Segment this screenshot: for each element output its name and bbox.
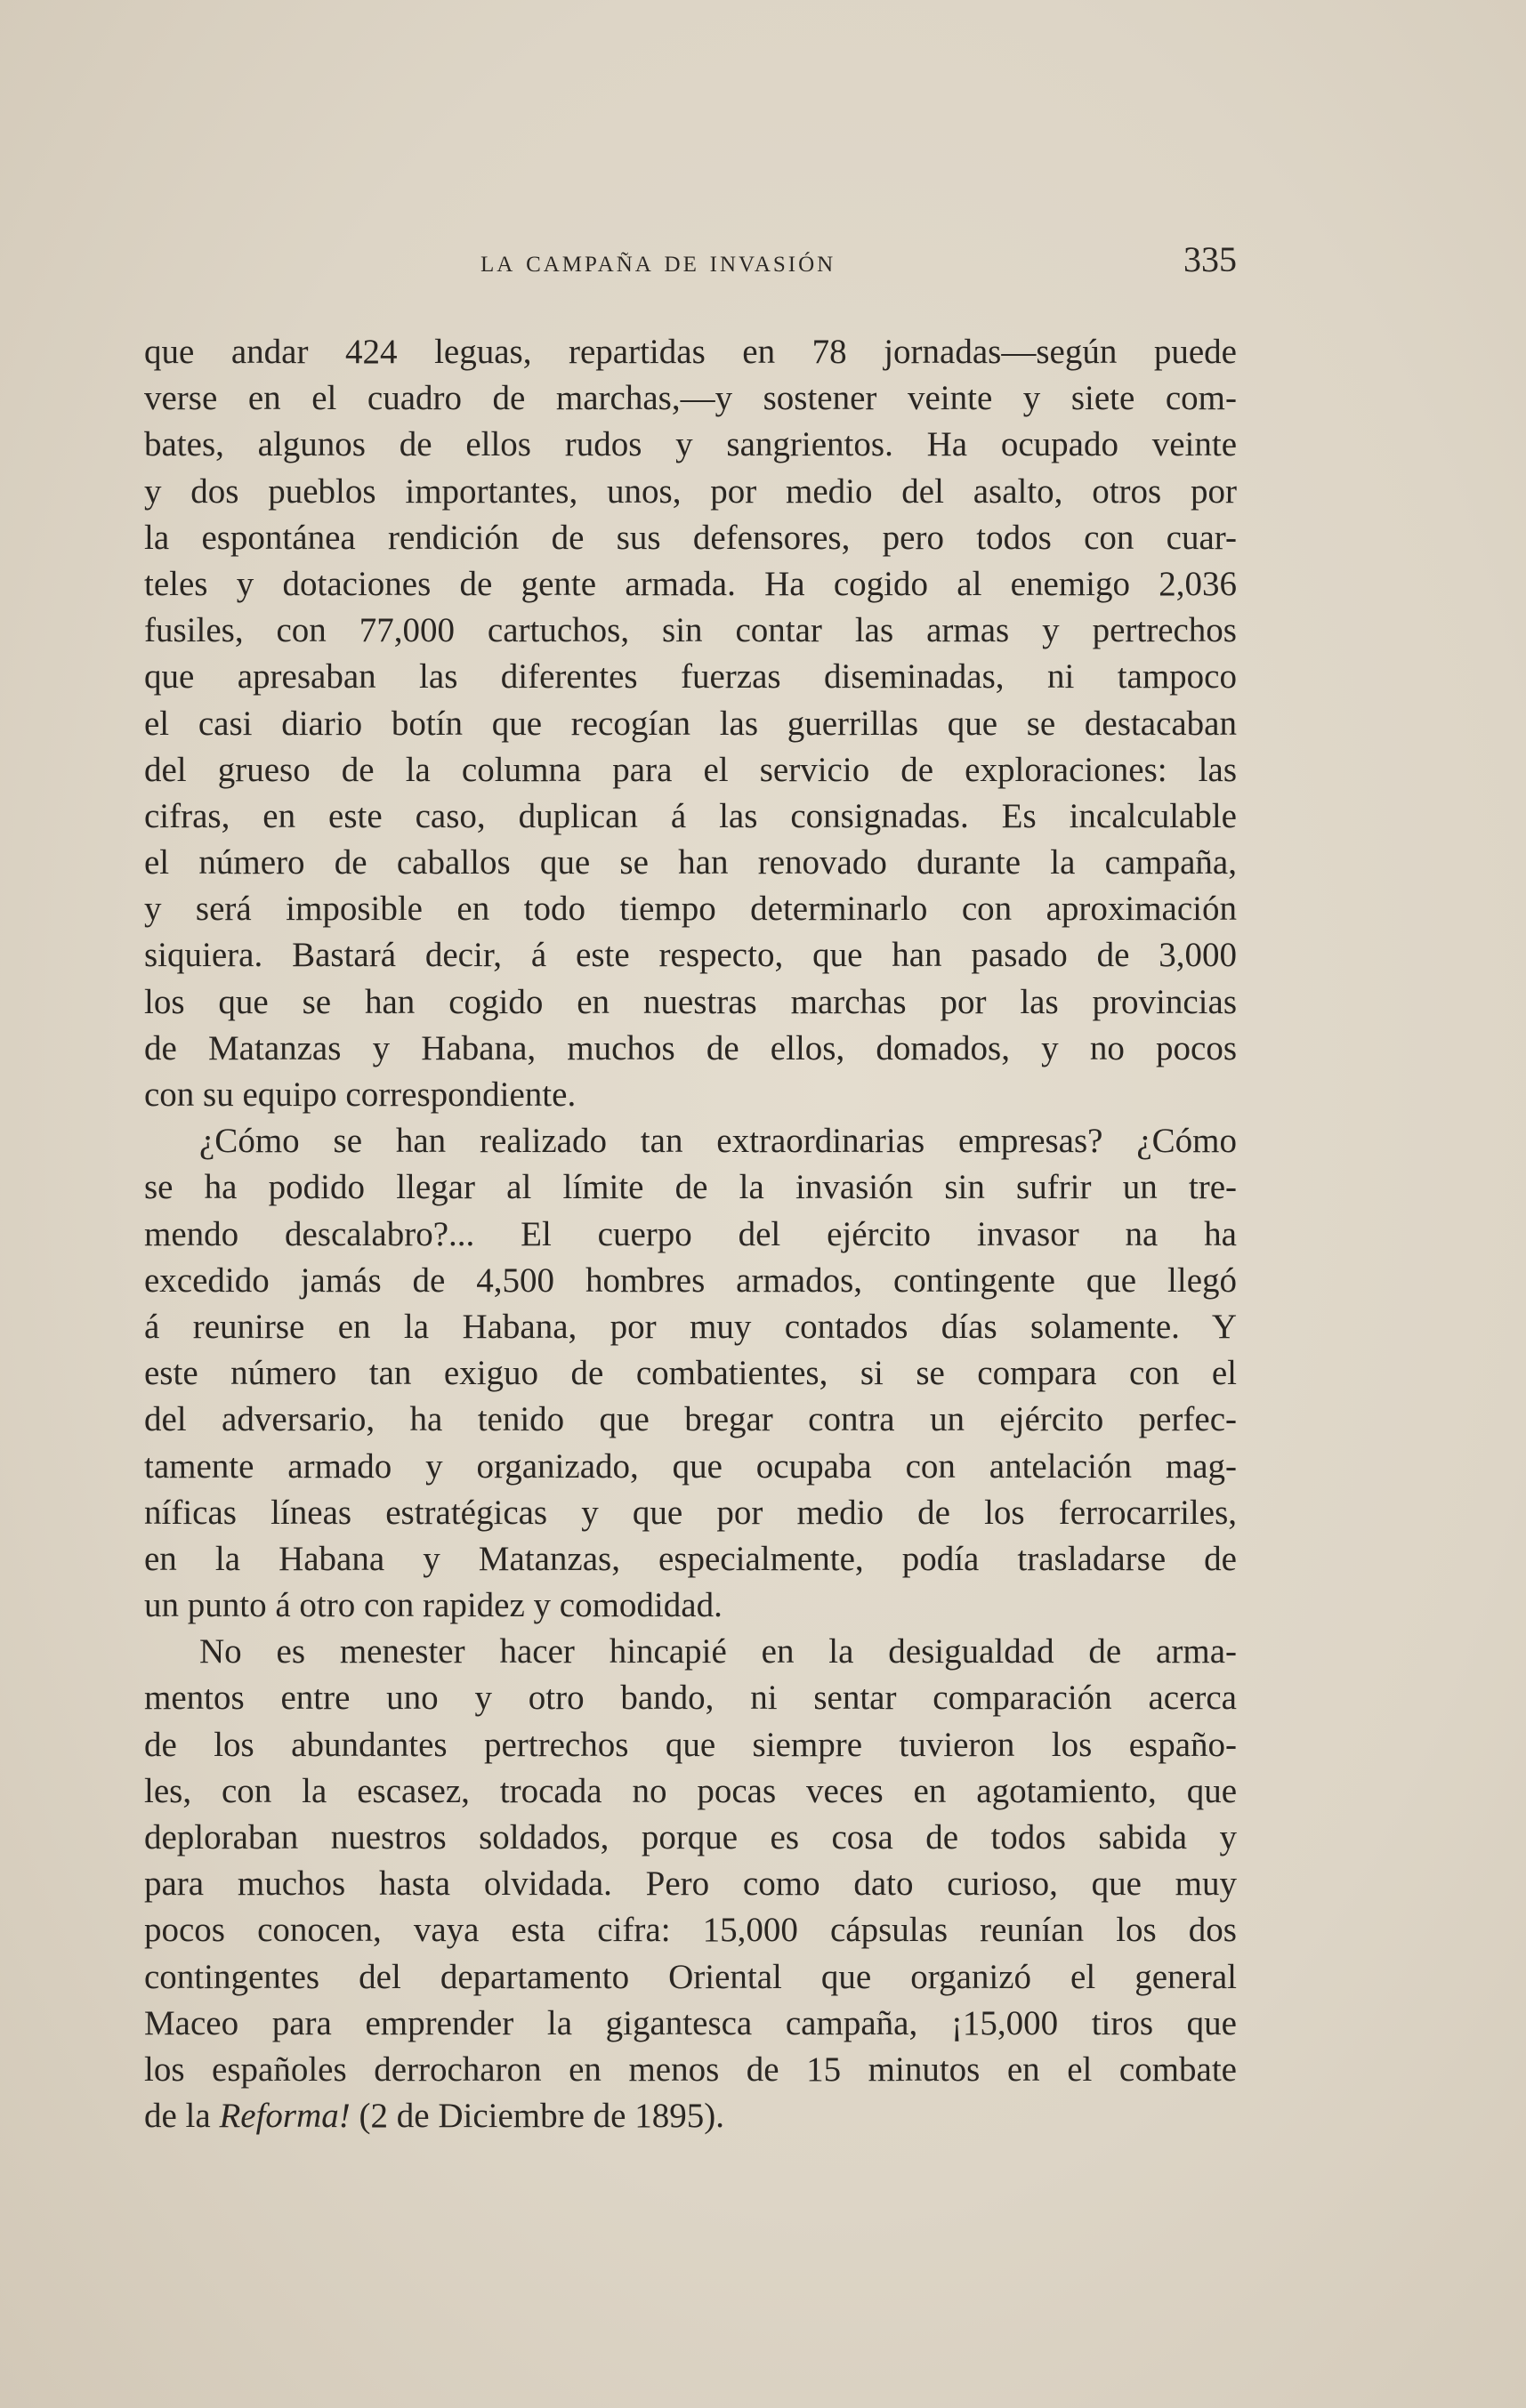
- text-line: el casi diario botín que recogían las guerrillas que se destacaban: [144, 704, 1237, 743]
- text-line: mendo descalabro?... El cuerpo del ejército invasor na ha: [144, 1214, 1237, 1253]
- text-line: mentos entre uno y otro bando, ni sentar comparación acerca: [144, 1679, 1237, 1718]
- text-line: los que se han cogido en nuestras marchas por las provincias: [144, 982, 1237, 1021]
- text-line: excedido jamás de 4,500 hombres armados, contingente que llegó: [144, 1260, 1237, 1300]
- text-line: la espontánea rendición de sus defensores, pero todos con cuar-: [144, 518, 1237, 557]
- italic-title: Reforma!: [219, 2097, 351, 2136]
- page-header: [144, 238, 1237, 288]
- text-line: con su equipo correspondiente.: [144, 1075, 577, 1114]
- text-line: los españoles derrocharon en menos de 15 minutos en el combate: [144, 2050, 1237, 2089]
- text-line: en la Habana y Matanzas, especialmente, podía trasladarse de: [144, 1539, 1237, 1578]
- text-line: de Matanzas y Habana, muchos de ellos, domados, y no pocos: [144, 1028, 1237, 1067]
- text-line: del grueso de la columna para el servicio de exploraciones: las: [144, 750, 1237, 789]
- text-line: cifras, en este caso, duplican á las consignadas. Es incalculable: [144, 796, 1237, 835]
- text-line: tamente armado y organizado, que ocupaba con antelación mag-: [144, 1446, 1237, 1486]
- paragraph-3: [144, 1629, 1237, 2139]
- text-line: que apresaban las diferentes fuerzas diseminadas, ni tampoco: [144, 657, 1237, 697]
- text-fragment: (2 de Diciembre de 1895).: [350, 2097, 724, 2136]
- text-line: ¿Cómo se han realizado tan extraordinarias empresas? ¿Cómo: [199, 1122, 1237, 1161]
- page-number: 335: [1183, 239, 1237, 279]
- text-line: y dos pueblos importantes, unos, por medio del asalto, otros por: [144, 471, 1237, 511]
- text-line: del adversario, ha tenido que bregar contra un ejército perfec-: [144, 1400, 1237, 1439]
- text-line: contingentes del departamento Oriental que organizó el general: [144, 1957, 1237, 1996]
- text-line: un punto á otro con rapidez y comodidad.: [144, 1586, 723, 1625]
- text-line: fusiles, con 77,000 cartuchos, sin contar las armas y pertrechos: [144, 611, 1237, 650]
- running-head: la campaña de invasión: [480, 244, 836, 278]
- paragraph-1: [144, 329, 1237, 1118]
- text-line: á reunirse en la Habana, por muy contados días solamente. Y: [144, 1307, 1237, 1346]
- text-line: Maceo para emprender la gigantesca campaña, ¡15,000 tiros que: [144, 2003, 1237, 2042]
- text-line: el número de caballos que se han renovado durante la campaña,: [144, 843, 1237, 882]
- text-line: que andar 424 leguas, repartidas en 78 jornadas—según puede: [144, 333, 1237, 371]
- text-line: siquiera. Bastará decir, á este respecto, que han pasado de 3,000: [144, 936, 1237, 975]
- text-line: se ha podido llegar al límite de la invasión sin sufrir un tre-: [144, 1168, 1237, 1207]
- text-line: verse en el cuadro de marchas,—y sostener veinte y siete com-: [144, 379, 1237, 418]
- text-line: de los abundantes pertrechos que siempre tuvieron los españo-: [144, 1725, 1237, 1764]
- text-line: les, con la escasez, trocada no pocas veces en agotamiento, que: [144, 1771, 1237, 1810]
- text-line: y será imposible en todo tiempo determinarlo con aproximación: [144, 890, 1237, 929]
- text-line: pocos conocen, vaya esta cifra: 15,000 cápsulas reunían los dos: [144, 1911, 1237, 1950]
- paragraph-2: [144, 1118, 1237, 1629]
- text-line: deploraban nuestros soldados, porque es cosa de todos sabida y: [144, 1818, 1237, 1856]
- text-fragment: de la: [144, 2097, 220, 2136]
- text-line: teles y dotaciones de gente armada. Ha cogido al enemigo 2,036: [144, 564, 1237, 603]
- text-line: No es menester hacer hincapié en la desigualdad de arma-: [199, 1632, 1237, 1671]
- text-line: bates, algunos de ellos rudos y sangrientos. Ha ocupado veinte: [144, 425, 1237, 464]
- text-line-final: [144, 2093, 1237, 2139]
- text-line: este número tan exiguo de combatientes, si se compara con el: [144, 1354, 1237, 1393]
- body-text: [144, 329, 1237, 2139]
- text-line: para muchos hasta olvidada. Pero como dato curioso, que muy: [144, 1864, 1237, 1904]
- text-line: níficas líneas estratégicas y que por medio de los ferrocarriles,: [144, 1493, 1237, 1532]
